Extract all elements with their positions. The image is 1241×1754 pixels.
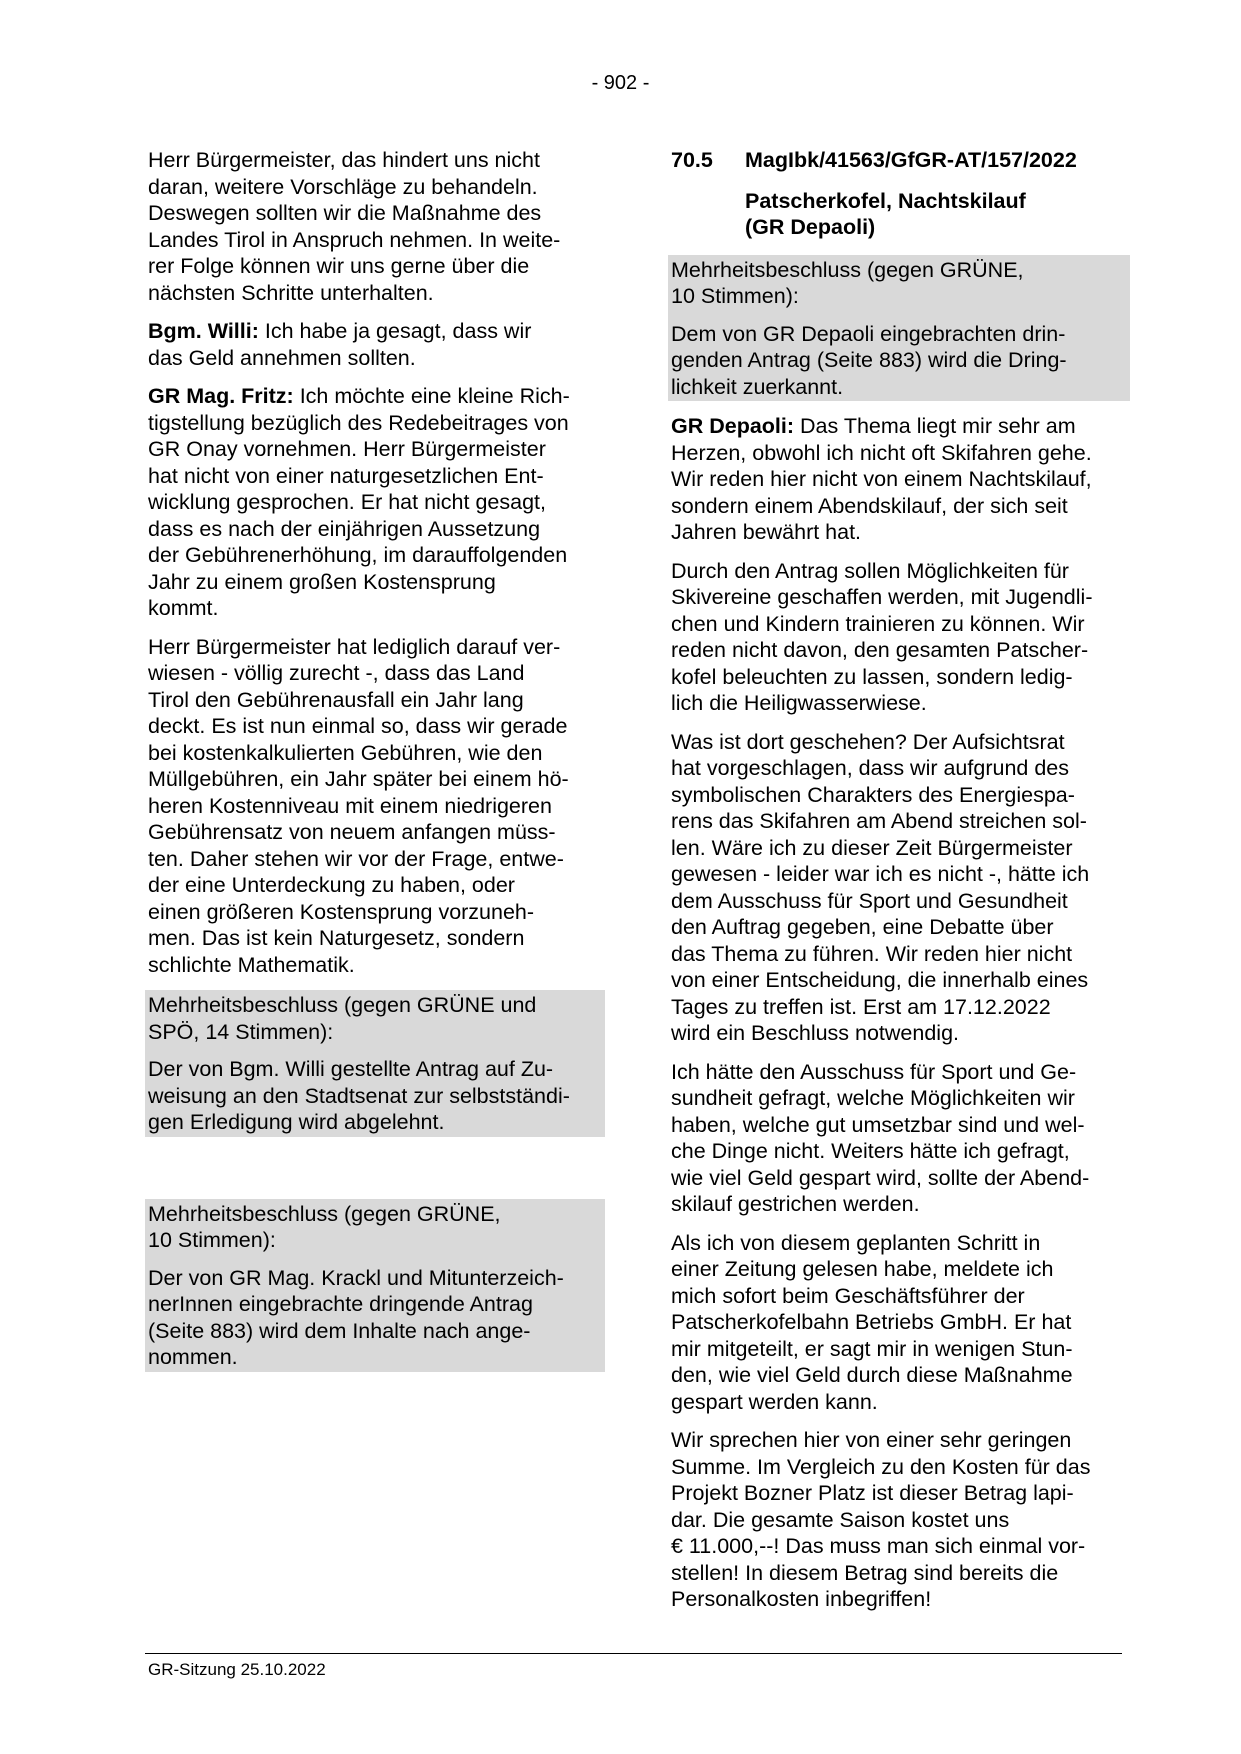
resolution-box (668, 255, 1130, 402)
paragraph: Als ich von diesem geplanten Schritt in einer Zeitung gelesen habe, meldete ich mich sofort beim Geschäftsführer der Patscherkofelbahn Betriebs GmbH. Er hat mir mitgeteilt, er sagt mir in wenigen Stun- den, wie viel Geld durch diese Maßnahme gespart werden kann. (671, 1230, 1073, 1414)
speaker-name: Bgm. Willi: (148, 319, 259, 343)
paragraph: Herr Bürgermeister, das hindert uns nicht daran, weitere Vorschläge zu behandeln. Deswegen sollten wir die Maßnahme des Landes Tirol in Anspruch nehmen. In weite- rer Folge können wir uns gerne über die nächsten Schritte unterhalten. (148, 148, 561, 305)
agenda-item-number: 70.5 (671, 148, 713, 172)
speech-text: Ich habe ja gesagt, dass wir das Geld annehmen sollten. (148, 319, 532, 370)
resolution-box (145, 1199, 605, 1372)
speech-willi (145, 318, 605, 371)
page-number: - 902 - (591, 72, 650, 94)
spacer (145, 1149, 605, 1199)
resolution-text: Der von GR Mag. Krackl und Mitunterzeich- nerInnen eingebrachte dringende Antrag (Seite 883) wird dem Inhalte nach ange- nommen. (145, 1255, 605, 1372)
footer-divider (145, 1653, 1122, 1654)
paragraph: Ich hätte den Ausschuss für Sport und Ge- sundheit gefragt, welche Möglichkeiten wir haben, welche gut umsetzbar sind und wel- che Dinge nicht. Weiters hätte ich gefragt, wie viel Geld gespart wird, sollte der Abend- skilauf gestrichen werden. (671, 1059, 1090, 1216)
footer-text: GR-Sitzung 25.10.2022 (148, 1660, 326, 1679)
speech-fritz (145, 383, 605, 622)
resolution-text: Dem von GR Depaoli eingebrachten drin- genden Antrag (Seite 883) wird die Dring- lichkeit zuerkannt. (668, 311, 1130, 402)
speech-text: Das Thema liegt mir sehr am Herzen, obwohl ich nicht oft Skifahren gehe. Wir reden hier nicht von einem Nachtskilauf, sondern einem Abendskilauf, der sich seit Jahren bewährt hat. (671, 414, 1092, 544)
resolution-title: Mehrheitsbeschluss (gegen GRÜNE, 10 Stimmen): (145, 1199, 605, 1255)
resolution-title: Mehrheitsbeschluss (gegen GRÜNE und SPÖ, 14 Stimmen): (145, 990, 605, 1046)
resolution-text: Der von Bgm. Willi gestellte Antrag auf Zu- weisung an den Stadtsenat zur selbstständi- gen Erledigung wird abgelehnt. (145, 1046, 605, 1137)
agenda-item-title: Patscherkofel, Nachtskilauf (GR Depaoli) (745, 188, 1026, 239)
paragraph: Was ist dort geschehen? Der Aufsichtsrat hat vorgeschlagen, dass wir aufgrund des symbolischen Charakters des Energiespa- rens das Skifahren am Abend streichen sol- len. Wäre ich zu dieser Zeit Bürgermeister gewesen - leider war ich es nicht -, hätte ich dem Ausschuss für Sport und Gesundheit den Auftrag gegeben, eine Debatte über das Thema zu führen. Wir reden hier nicht von einer Entscheidung, die innerhalb eines Tages zu treffen ist. Erst am 17.12.2022 wird ein Beschluss notwendig. (671, 729, 1090, 1045)
resolution-title: Mehrheitsbeschluss (gegen GRÜNE, 10 Stimmen): (668, 255, 1130, 311)
speaker-name: GR Mag. Fritz: (148, 384, 294, 408)
agenda-item-code: MagIbk/41563/GfGR-AT/157/2022 (745, 148, 1077, 172)
agenda-item-heading (668, 147, 1130, 174)
paragraph: Wir sprechen hier von einer sehr geringen Summe. Im Vergleich zu den Kosten für das Projekt Bozner Platz ist dieser Betrag lapi- dar. Die gesamte Saison kostet uns € 11.000,--! Das muss man sich einmal vor- stellen! In diesem Betrag sind bereits die Personalkosten inbegriffen! (671, 1428, 1091, 1611)
right-column (668, 147, 1130, 1625)
speaker-name: GR Depaoli: (671, 414, 795, 438)
speech-text: Ich möchte eine kleine Rich- tigstellung bezüglich des Redebeitrages von GR Onay vornehmen. Herr Bürgermeister hat nicht von einer naturgesetzlichen Ent- wicklung gesprochen. Er hat nicht gesagt, dass es nach der einjährigen Aussetzung der Gebührenerhöhung, im darauffolgenden Jahr zu einem großen Kostensprung kommt. (148, 384, 570, 620)
speech-depaoli (668, 413, 1130, 546)
resolution-box (145, 990, 605, 1137)
paragraph: Herr Bürgermeister hat lediglich darauf ver- wiesen - völlig zurecht -, dass das Land Tirol den Gebührenausfall ein Jahr lang deckt. Es ist nun einmal so, dass wir gerade bei kostenkalkulierten Gebühren, wie den Müllgebühren, ein Jahr später bei einem hö- heren Kostenniveau mit einem niedrigeren Gebührensatz von neuem anfangen müss- ten. Daher stehen wir vor der Frage, entwe- der eine Unterdeckung zu haben, oder einen größeren Kostensprung vorzuneh- men. Das ist kein Naturgesetz, sondern schlichte Mathematik. (148, 634, 569, 977)
paragraph: Durch den Antrag sollen Möglichkeiten für Skivereine geschaffen werden, mit Jugendli- chen und Kindern trainieren zu können. Wir reden nicht davon, den gesamten Patscher- kofel beleuchten zu lassen, sondern ledig- lich die Heiligwasserwiese. (671, 558, 1093, 715)
left-column (145, 147, 605, 1384)
